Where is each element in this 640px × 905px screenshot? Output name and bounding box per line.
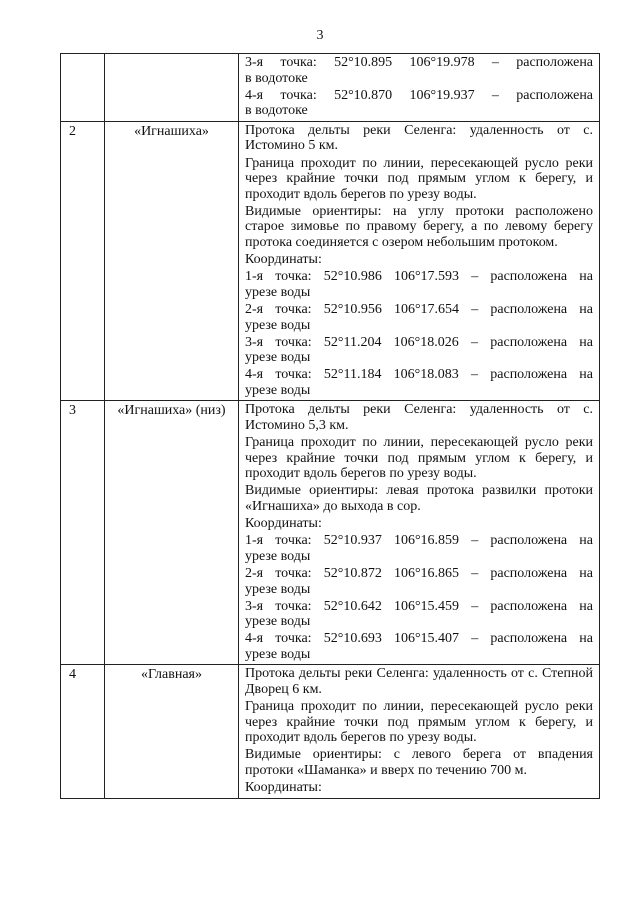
point-tail: – расположена на [471,598,593,614]
table-row [61,401,600,665]
point-location: урезе воды [245,614,311,630]
cell-description [239,54,600,122]
coordinate-point [245,566,593,597]
cell-name: «Главная» [105,665,239,798]
paragraph: Граница проходит по линии, пересекающей русло реки через крайние точки под прямым углом к берегу, и проходит вдоль берегов по урезу воды. [245,435,593,482]
point-tail: – расположена на [471,269,593,285]
cell-number: 3 [61,401,105,665]
point-tail: – расположена на [471,631,593,647]
point-coords: 52°10.986 106°17.593 [323,269,460,285]
coordinate-point [245,269,593,300]
point-location: урезе воды [245,581,311,597]
point-coords: 52°11.184 106°18.083 [323,367,459,383]
cell-description [239,665,600,798]
point-label: 1-я точка: [245,533,312,549]
point-tail: – расположена на [471,334,593,350]
paragraph: Протока дельты реки Селенга: удаленность от с. Степной Дворец 6 км. [245,666,593,698]
cell-name: «Игнашиха» [105,121,239,401]
point-coords: 52°10.956 106°17.654 [323,301,460,317]
point-label: 4-я точка: [245,87,317,103]
cell-description [239,401,600,665]
cell-description [239,121,600,401]
coordinate-point [245,367,593,398]
point-tail: – расположена на [471,565,593,581]
paragraph: Координаты: [245,516,322,532]
table-row [61,121,600,401]
point-tail: – расположена [491,87,594,103]
point-label: 2-я точка: [245,565,312,581]
cell-number: 2 [61,121,105,401]
paragraph: Протока дельты реки Селенга: удаленность от с. Истомино 5,3 км. [245,402,593,434]
point-coords: 52°10.642 106°15.459 [323,598,460,614]
coordinate-point [245,88,593,119]
coordinate-point [245,533,593,564]
point-tail: – расположена на [471,367,593,383]
point-coords: 52°10.870 106°19.937 [334,87,475,103]
point-location: урезе воды [245,646,311,662]
point-label: 3-я точка: [245,598,312,614]
point-label: 3-я точка: [245,334,312,350]
paragraph: Видимые ориентиры: на углу протоки расположено старое зимовье по правому берегу, а по левому берегу протока соединяется с озером небольшим протоком. [245,203,593,251]
point-coords: 52°10.872 106°16.865 [323,565,460,581]
point-location: урезе воды [245,284,311,300]
paragraph: Координаты: [245,252,322,268]
cell-name [105,54,239,122]
paragraph: Координаты: [245,780,322,796]
cell-number: 4 [61,665,105,798]
point-location: в водотоке [245,103,308,119]
point-label: 2-я точка: [245,301,312,317]
point-coords: 52°11.204 106°18.026 [323,334,459,350]
table-row [61,54,600,122]
point-label: 4-я точка: [245,631,312,647]
cell-number [61,54,105,122]
point-tail: – расположена [491,55,594,70]
cell-name: «Игнашиха» (низ) [105,401,239,665]
table-row [61,665,600,798]
point-tail: – расположена на [471,533,593,549]
point-tail: – расположена на [471,301,593,317]
point-location: в водотоке [245,70,308,86]
point-label: 4-я точка: [245,367,312,383]
point-label: 3-я точка: [245,55,317,70]
coordinate-point [245,335,593,366]
point-coords: 52°10.937 106°16.859 [323,533,460,549]
page-number: 3 [316,28,324,43]
point-coords: 52°10.693 106°15.407 [323,631,460,647]
point-location: урезе воды [245,382,311,398]
point-location: урезе воды [245,317,311,333]
paragraph: Граница проходит по линии, пересекающей русло реки через крайние точки под прямым углом к берегу, и проходит вдоль берегов по урезу воды. [245,699,593,746]
paragraph: Протока дельты реки Селенга: удаленность от с. Истомино 5 км. [245,122,593,154]
coordinate-point [245,302,593,333]
coordinate-point [245,631,593,662]
paragraph: Граница проходит по линии, пересекающей русло реки через крайние точки под прямым углом к берегу, и проходит вдоль берегов по урезу воды. [245,155,593,202]
point-label: 1-я точка: [245,269,312,285]
document-table [60,53,600,799]
paragraph: Видимые ориентиры: с левого берега от впадения протоки «Шаманка» и вверх по течению 700 м. [245,747,593,779]
point-location: урезе воды [245,350,311,366]
paragraph: Видимые ориентиры: левая протока развилки протоки «Игнашиха» до выхода в сор. [245,483,593,515]
coordinate-point [245,599,593,630]
point-coords: 52°10.895 106°19.978 [334,55,475,70]
point-location: урезе воды [245,548,311,564]
coordinate-point [245,55,593,86]
